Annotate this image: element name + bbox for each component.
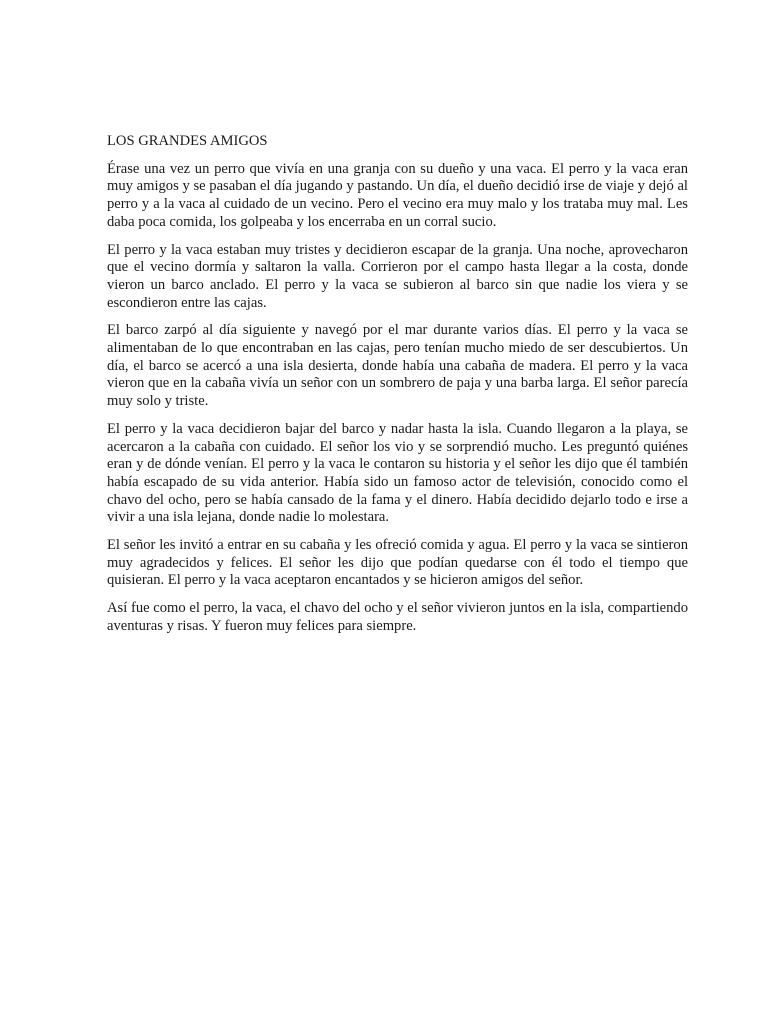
paragraph-5: El señor les invitó a entrar en su cabaña y les ofreció comida y agua. El perro y la vaca se sintieron muy agradecidos y felices. El señor les dijo que podían quedarse con él todo el tiempo que quisieran. El perro y la vaca aceptaron encantados y se hicieron amigos del señor.	[107, 537, 688, 589]
document-body	[107, 133, 688, 646]
paragraph-1: Érase una vez un perro que vivía en una granja con su dueño y una vaca. El perro y la vaca eran muy amigos y se pasaban el día jugando y pastando. Un día, el dueño decidió irse de viaje y dejó al perro y a la vaca al cuidado de un vecino. Pero el vecino era muy malo y los trataba muy mal. Les daba poca comida, los golpeaba y los encerraba en un corral sucio.	[107, 160, 688, 230]
document-title: LOS GRANDES AMIGOS	[107, 133, 268, 149]
paragraph-4: El perro y la vaca decidieron bajar del barco y nadar hasta la isla. Cuando llegaron a la playa, se acercaron a la cabaña con cuidado. El señor los vio y se sorprendió mucho. Les preguntó quiénes eran y de dónde venían. El perro y la vaca le contaron su historia y el señor les dijo que él también había escapado de su vida anterior. Había sido un famoso actor de televisión, conocido como el chavo del ocho, pero se había cansado de la fama y el dinero. Había decidido dejarlo todo e irse a vivir a una isla lejana, donde nadie lo molestara.	[107, 420, 688, 526]
paragraph-2: El perro y la vaca estaban muy tristes y decidieron escapar de la granja. Una noche, aprovecharon que el vecino dormía y saltaron la valla. Corrieron por el campo hasta llegar a la costa, donde vieron un barco anclado. El perro y la vaca se subieron al barco sin que nadie los viera y se escondieron entre las cajas.	[107, 241, 688, 311]
paragraph-3: El barco zarpó al día siguiente y navegó por el mar durante varios días. El perro y la vaca se alimentaban de lo que encontraban en las cajas, pero tenían mucho miedo de ser descubiertos. Un día, el barco se acercó a una isla desierta, donde había una cabaña de madera. El perro y la vaca vieron que en la cabaña vivía un señor con un sombrero de paja y una barba larga. El señor parecía muy solo y triste.	[107, 322, 688, 410]
paragraph-6: Así fue como el perro, la vaca, el chavo del ocho y el señor vivieron juntos en la isla, compartiendo aventuras y risas. Y fueron muy felices para siempre.	[107, 600, 688, 634]
